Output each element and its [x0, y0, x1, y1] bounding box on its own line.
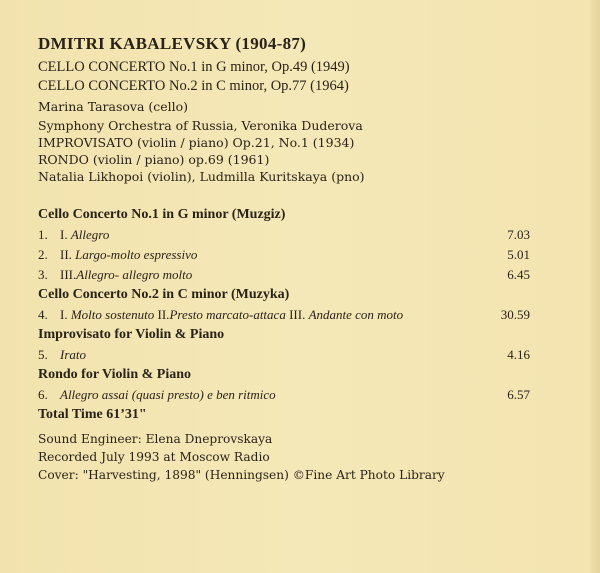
track-number: 5. [38, 347, 48, 362]
track-title: Molto sostenuto [70, 307, 155, 322]
track-time: 30.59 [500, 307, 530, 322]
credit-line: Cover: "Harvesting, 1898" (Henningsen) ©Fine Art Photo Library [38, 468, 445, 482]
header-block [38, 34, 518, 185]
track-time: 4.16 [507, 347, 530, 362]
track-movement: I. [60, 227, 71, 242]
track-movement: III. [60, 267, 77, 282]
section-title: Rondo for Violin & Piano [38, 367, 191, 382]
credit-line: Recorded July 1993 at Moscow Radio [38, 450, 270, 464]
track-number: 3. [38, 267, 48, 282]
credits-block [38, 430, 518, 484]
track-title: Allegro- allegro molto [76, 267, 193, 282]
track-title: Irato [60, 347, 86, 362]
track-title: Largo-molto espressivo [75, 247, 198, 262]
track-row [38, 305, 530, 325]
page-edge [590, 0, 600, 573]
track-title: Allegro [70, 227, 110, 242]
track-movement: III. [285, 307, 309, 322]
total-time: Total Time 61’31" [38, 407, 147, 422]
track-time: 7.03 [507, 227, 530, 242]
performer-line-1: Marina Tarasova (cello) [38, 99, 189, 114]
composer-heading: DMITRI KABALEVSKY (1904-87) [38, 34, 307, 53]
performer-line-4: RONDO (violin / piano) op.69 (1961) [38, 152, 270, 167]
track-row [38, 345, 530, 365]
tracklist [38, 205, 538, 425]
track-movement: II. [154, 307, 170, 322]
track-title: Allegro assai (quasi presto) e ben ritmico [60, 387, 276, 402]
track-time: 6.57 [507, 387, 530, 402]
track-time: 6.45 [507, 267, 530, 282]
performer-line-3: IMPROVISATO (violin / piano) Op.21, No.1 (1934) [38, 135, 355, 150]
performer-line-5: Natalia Likhopoi (violin), Ludmilla Kuritskaya (pno) [38, 169, 365, 184]
work-line-2: CELLO CONCERTO No.2 in C minor, Op.77 (1964) [38, 78, 349, 94]
section-title: Improvisato for Violin & Piano [38, 327, 225, 342]
track-title: Presto marcato-attaca [169, 307, 286, 322]
section-title: Cello Concerto No.2 in C minor (Muzyka) [38, 287, 290, 302]
track-time: 5.01 [507, 247, 530, 262]
track-row [38, 385, 530, 405]
track-number: 2. [38, 247, 48, 262]
track-row [38, 265, 530, 285]
credit-line: Sound Engineer: Elena Dneprovskaya [38, 432, 273, 446]
track-number: 4. [38, 307, 48, 322]
section-title: Cello Concerto No.1 in G minor (Muzgiz) [38, 207, 286, 222]
track-movement: II. [60, 247, 76, 262]
track-row [38, 225, 530, 245]
track-movement: I. [60, 307, 71, 322]
track-title: Andante con moto [308, 307, 404, 322]
track-row [38, 245, 530, 265]
work-line-1: CELLO CONCERTO No.1 in G minor, Op.49 (1949) [38, 59, 350, 75]
track-number: 6. [38, 387, 48, 402]
performer-line-2: Symphony Orchestra of Russia, Veronika Duderova [38, 118, 363, 133]
track-number: 1. [38, 227, 48, 242]
